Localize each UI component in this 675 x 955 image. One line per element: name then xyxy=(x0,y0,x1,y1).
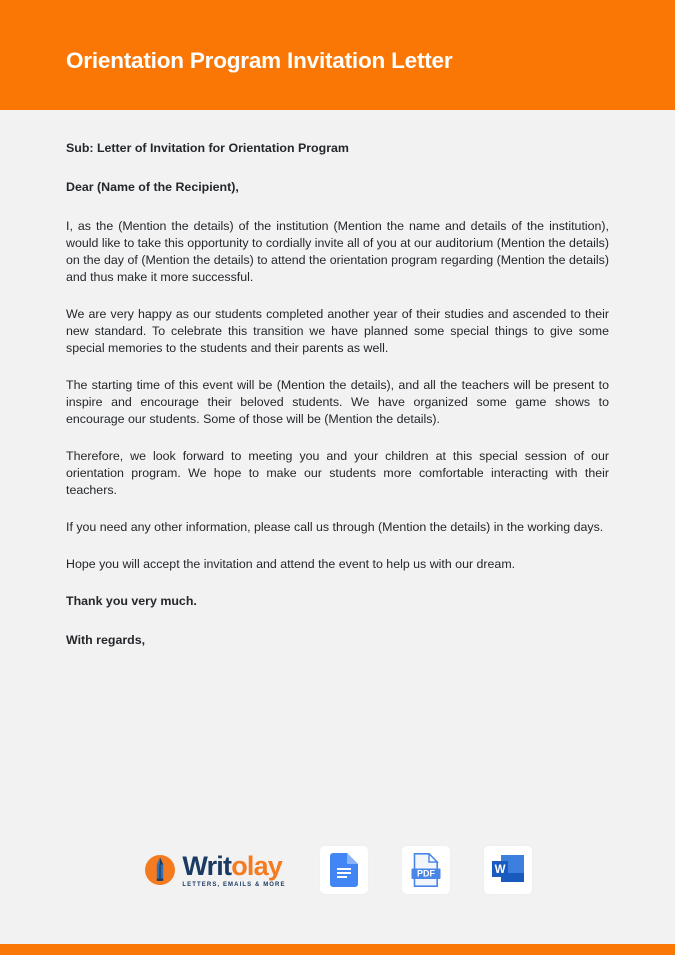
writolay-logo xyxy=(143,850,286,888)
logo-name xyxy=(182,850,285,881)
letter-paragraph-3: The starting time of this event will be (Mention the details), and all the teachers will be present to inspire and encourage their beloved students. We have organized some game shows to encourage our students. Some of those will be (Mention the details). xyxy=(66,378,609,426)
logo-name-part-1: Writ xyxy=(182,850,232,881)
logo-tagline: LETTERS, EMAILS & MORE xyxy=(182,881,286,888)
word-label: W xyxy=(494,864,506,876)
letter-paragraph-2: We are very happy as our students completed another year of their studies and ascended to their new standard. To celebrate this transition we have planned some special things to give some special memories to the students and their parents as well. xyxy=(66,307,609,355)
letter-closing-thanks: Thank you very much. xyxy=(66,594,197,608)
letter-paragraph-5: If you need any other information, please call us through (Mention the details) in the working days. xyxy=(66,520,604,534)
page-title: Orientation Program Invitation Letter xyxy=(66,47,453,73)
letter-subject: Sub: Letter of Invitation for Orientation Program xyxy=(66,141,349,155)
letter-closing-regards: With regards, xyxy=(66,633,146,647)
letter-salutation: Dear (Name of the Recipient), xyxy=(66,180,239,194)
footer-area xyxy=(0,815,675,955)
download-word-button[interactable] xyxy=(484,846,532,894)
header-banner xyxy=(0,0,675,110)
bottom-accent-bar xyxy=(0,944,675,955)
letter-paragraph-4: Therefore, we look forward to meeting you and your children at this special session of our orientation program. We hope to make our students more comfortable interacting with their teachers. xyxy=(66,449,609,497)
logo-wordmark xyxy=(182,850,286,888)
download-google-docs-button[interactable] xyxy=(320,846,368,894)
download-pdf-button[interactable] xyxy=(402,846,450,894)
word-icon xyxy=(491,853,525,887)
google-docs-icon xyxy=(330,853,358,887)
pdf-label: PDF xyxy=(416,868,435,879)
pdf-icon xyxy=(411,853,441,887)
letter-paragraph-1: I, as the (Mention the details) of the institution (Mention the name and details of the institution), would like to take this opportunity to cordially invite all of you at our auditorium (Mention the details) on the day of (Mention the details) to attend the orientation program regarding (Mention the details) and thus make it more successful. xyxy=(66,219,609,284)
logo-name-part-2: olay xyxy=(231,850,283,881)
letter-paragraph-6: Hope you will accept the invitation and attend the event to help us with our dream. xyxy=(66,557,516,571)
pencil-circle-icon xyxy=(143,853,177,887)
letter-content xyxy=(0,110,675,815)
